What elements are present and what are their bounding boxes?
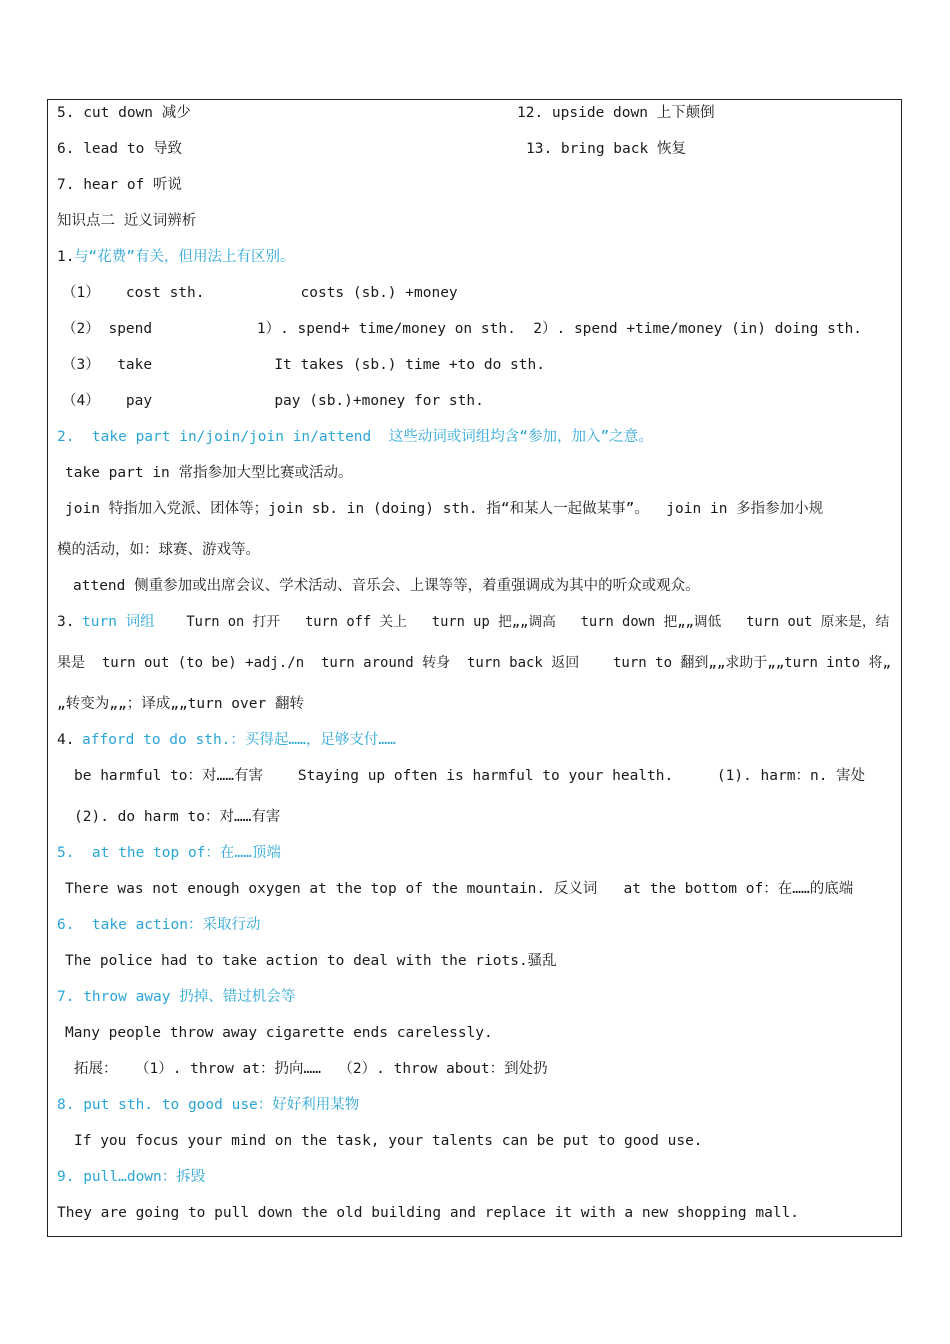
item-7-extension: 拓展： （1）. throw at：扔向…… （2）. throw about：到处扔 [74,1061,548,1077]
item-5-example: There was not enough oxygen at the top of the mountain. 反义词 at the bottom of：在……的底端 [65,881,854,897]
spend-row-4: （4） pay pay (sb.)+money for sth. [62,393,484,409]
join-note-line-1: join 特指加入党派、团体等；join sb. in (doing) sth. 指“和某人一起做某事”。 join in 多指参加小规 [65,501,824,517]
item-5-title: 5. at the top of：在……顶端 [57,845,281,861]
item-8-example: If you focus your mind on the task, your talents can be put to good use. [74,1133,703,1149]
be-harmful-line-1: be harmful to：对……有害 Staying up often is harmful to your health. (1). harm：n. 害处 [74,768,866,784]
take-part-in-note: take part in 常指参加大型比赛或活动。 [65,465,353,481]
phrase-upside-down: 12. upside down 上下颠倒 [517,105,715,121]
item-3-number: 3. [57,614,84,630]
item-7-example: Many people throw away cigarette ends carelessly. [65,1025,493,1041]
item-4-title: afford to do sth.：买得起……，足够支付…… [82,732,396,748]
attend-note: attend 侧重参加或出席会议、学术活动、音乐会、上课等等，着重强调成为其中的听众或观众。 [73,578,700,594]
join-note-line-2: 模的活动，如：球赛、游戏等。 [57,542,260,558]
section-heading: 知识点二 近义词辨析 [57,213,197,229]
item-7-title: 7. throw away 扔掉、错过机会等 [57,989,296,1005]
phrase-bring-back: 13. bring back 恢复 [526,141,686,157]
item-1-title: 与“花费”有关，但用法上有区别。 [74,249,295,265]
item-2-title: 2. take part in/join/join in/attend 这些动词或词组均含“参加，加入”之意。 [57,429,653,445]
phrase-lead-to: 6. lead to 导致 [57,141,183,157]
item-8-title: 8. put sth. to good use：好好利用某物 [57,1097,360,1113]
spend-row-1: （1） cost sth. costs (sb.) +money [62,285,458,301]
turn-phrases-line-1: Turn on 打开 turn off 关上 turn up 把„„调高 turn down 把„„调低 turn out 原来是，结 [145,614,890,630]
item-9-example: They are going to pull down the old building and replace it with a new shopping mall. [57,1205,800,1221]
spend-row-3: （3） take It takes (sb.) time +to do sth. [62,357,545,373]
item-4-number: 4. [57,732,84,748]
item-6-title: 6. take action：采取行动 [57,917,261,933]
item-6-example: The police had to take action to deal with the riots.骚乱 [65,953,557,969]
turn-phrases-line-2: 果是 turn out (to be) +adj./n turn around 转身 turn back 返回 turn to 翻到„„求助于„„turn into 将„ [57,655,891,671]
item-9-title: 9. pull…down：拆毁 [57,1169,206,1185]
be-harmful-line-2: (2). do harm to：对……有害 [74,809,281,825]
turn-phrases-line-3: „转变为„„；译成„„turn over 翻转 [57,696,304,712]
item-1-number: 1. [57,249,75,265]
spend-row-2: （2） spend 1）. spend+ time/money on sth. 2）. spend +time/money (in) doing sth. [62,321,863,337]
phrase-cut-down: 5. cut down 减少 [57,105,191,121]
item-3-title: turn 词组 [82,614,155,630]
phrase-hear-of: 7. hear of 听说 [57,177,183,193]
